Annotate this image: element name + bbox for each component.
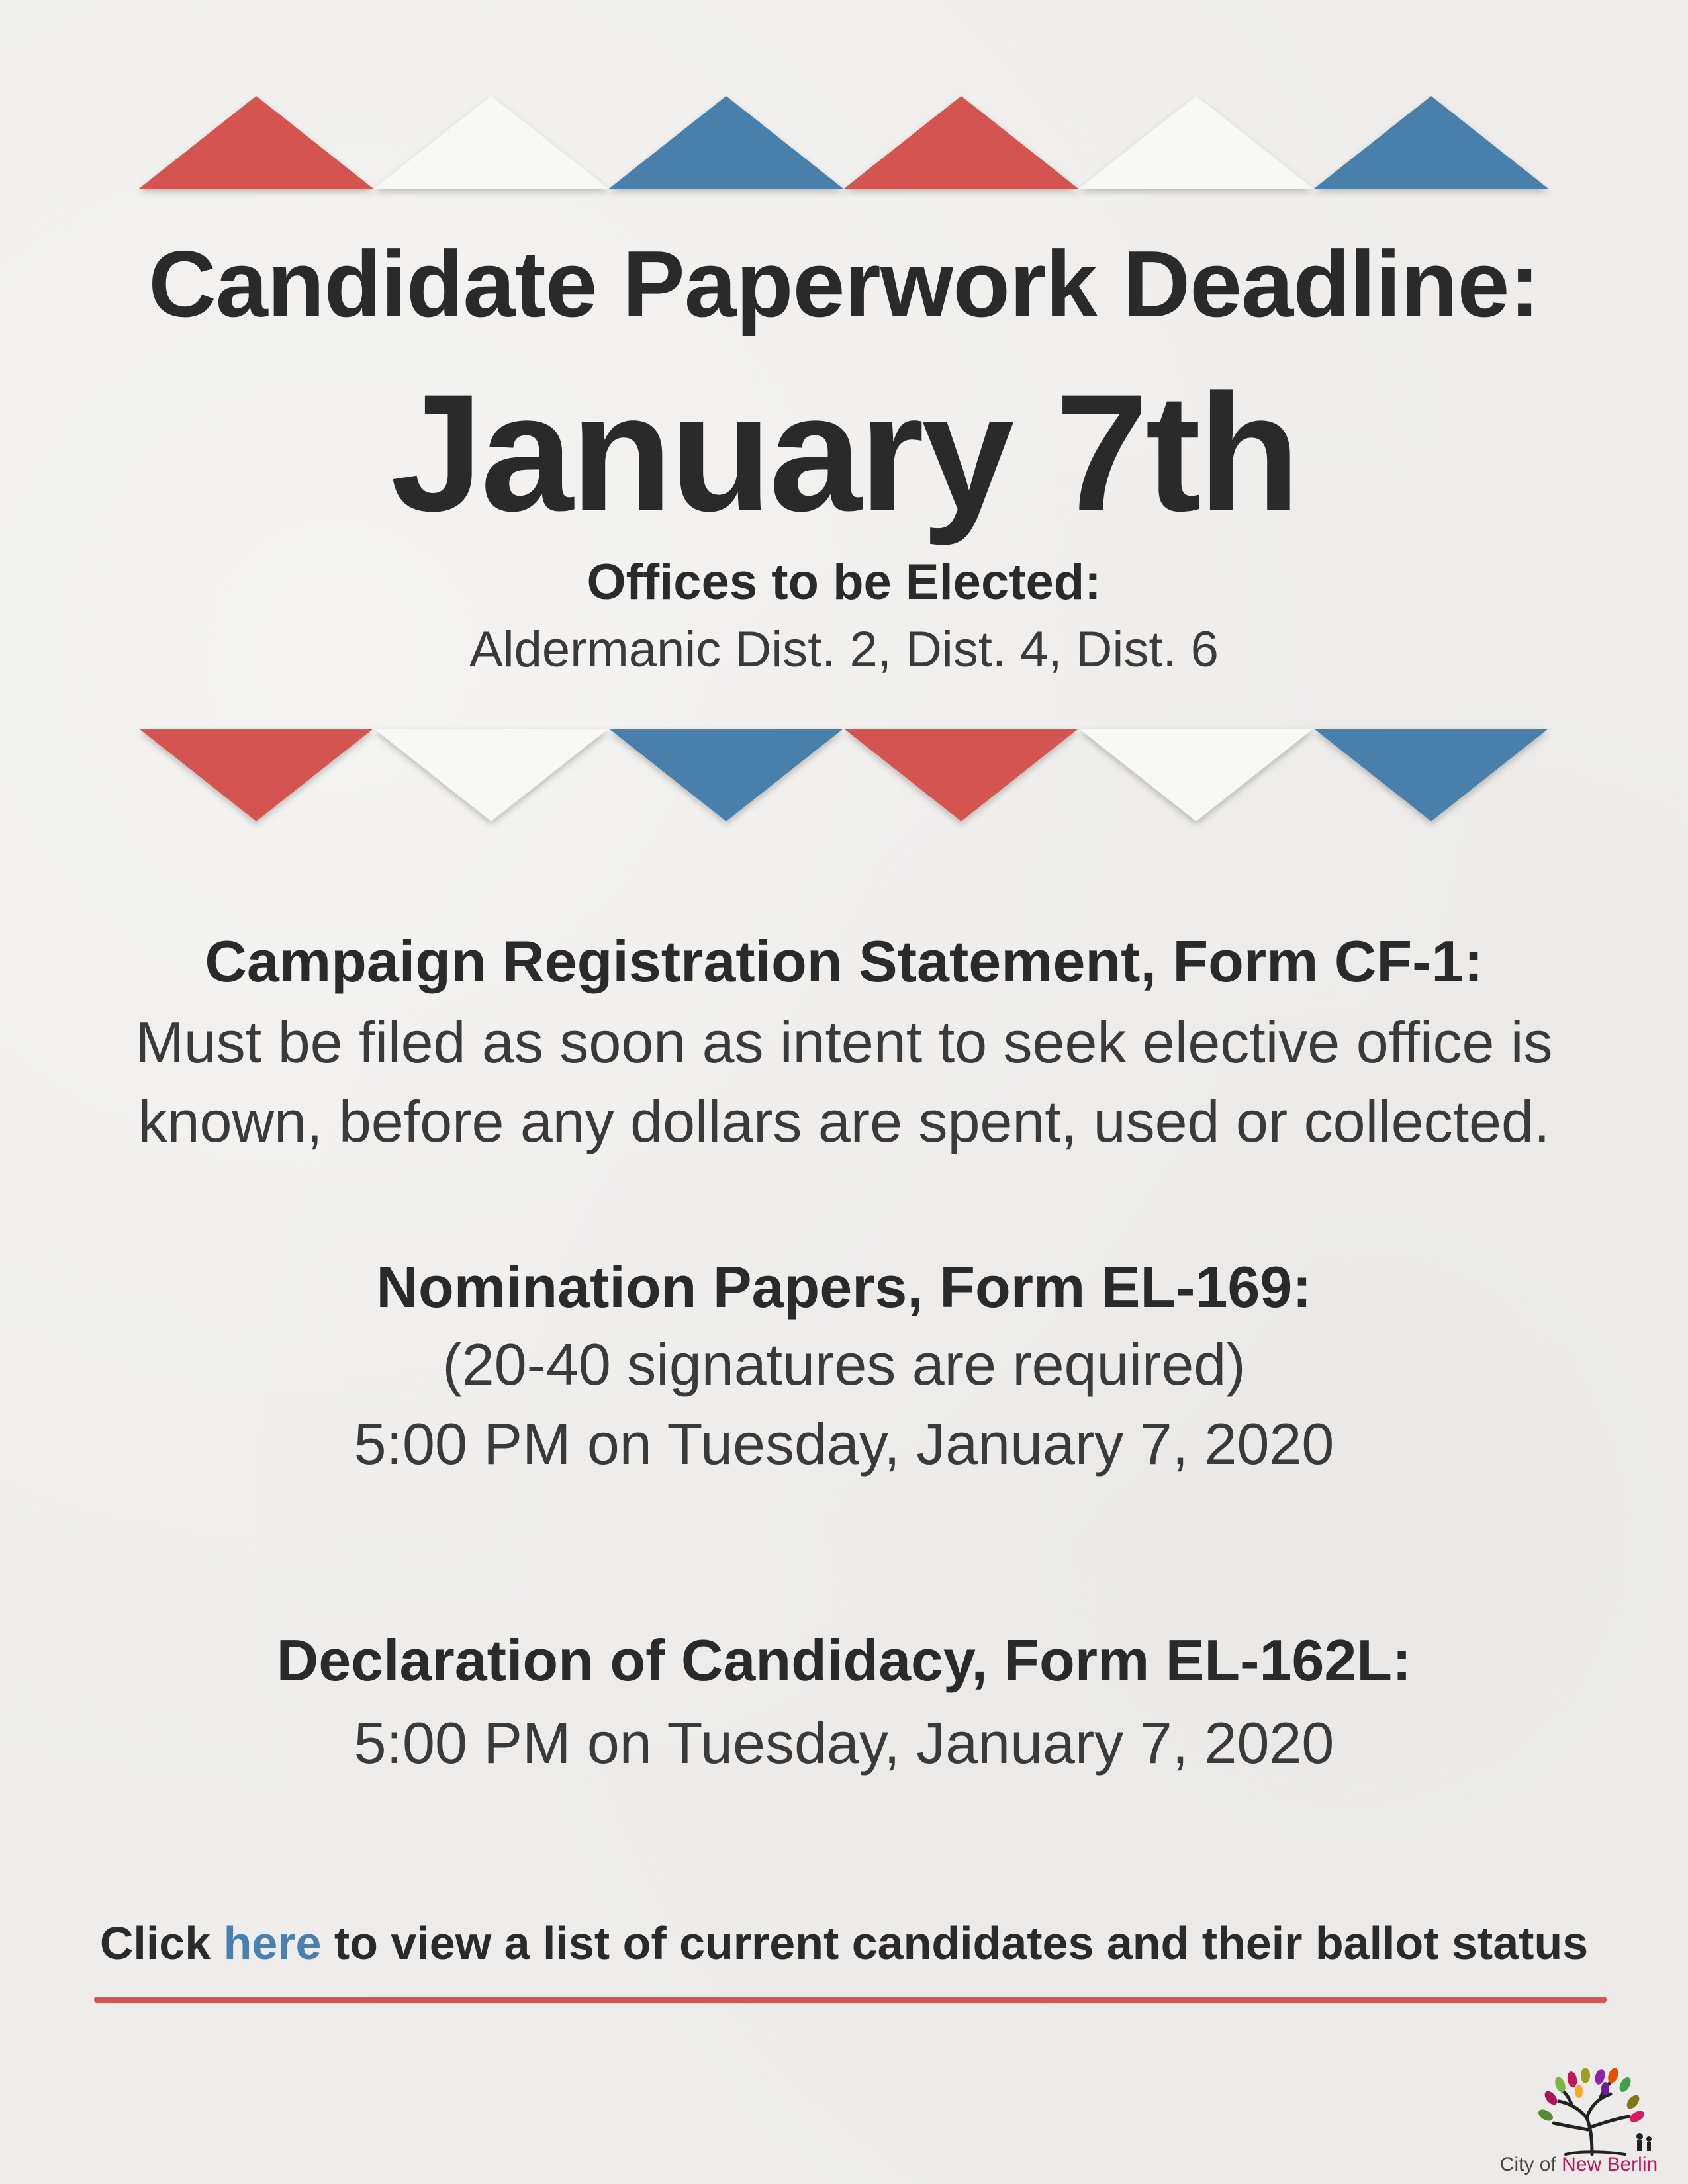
pennant-white bbox=[374, 96, 608, 189]
bunting-bottom-graphic bbox=[139, 725, 1549, 831]
click-suffix: to view a list of current candidates and their ballot status bbox=[321, 1917, 1589, 1969]
section-line: 5:00 PM on Tuesday, January 7, 2020 bbox=[353, 1411, 1335, 1477]
deadline-date: January 7th bbox=[390, 360, 1298, 546]
section-line: 5:00 PM on Tuesday, January 7, 2020 bbox=[353, 1710, 1335, 1776]
logo-text bbox=[1486, 2153, 1671, 2177]
section-line: Must be filed as soon as intent to seek elective office is bbox=[135, 1009, 1553, 1075]
page-title: Candidate Paperwork Deadline: bbox=[148, 232, 1540, 337]
section-line: known, before any dollars are spent, used or collected. bbox=[138, 1089, 1550, 1154]
bunting-top-graphic bbox=[139, 93, 1549, 199]
pennant-white bbox=[374, 729, 608, 821]
pennant-white bbox=[1079, 96, 1313, 189]
section-body-el169 bbox=[0, 1325, 1688, 1484]
section-line: (20-40 signatures are required) bbox=[442, 1332, 1246, 1397]
pennant-white bbox=[1079, 729, 1313, 821]
section-body-cf1 bbox=[0, 1003, 1688, 1161]
pennant-blue bbox=[1314, 729, 1548, 821]
section-heading-el162l: Declaration of Candidacy, Form EL-162L: bbox=[276, 1627, 1412, 1693]
section-body-el162l bbox=[0, 1704, 1688, 1783]
city-logo bbox=[1486, 2065, 1671, 2177]
offices-value: Aldermanic Dist. 2, Dist. 4, Dist. 6 bbox=[469, 621, 1219, 678]
logo-text-prefix: City of bbox=[1499, 2154, 1562, 2175]
pennant-blue bbox=[1314, 96, 1548, 189]
candidates-link-line bbox=[0, 1910, 1688, 1976]
pennant-red bbox=[139, 96, 373, 189]
click-prefix: Click bbox=[99, 1917, 224, 1969]
bunting-top bbox=[139, 93, 1549, 199]
candidates-link[interactable]: here bbox=[223, 1917, 322, 1969]
divider-rule bbox=[94, 1997, 1607, 2003]
pennant-red bbox=[844, 96, 1078, 189]
bunting-bottom bbox=[139, 725, 1549, 831]
tree-logo-icon bbox=[1526, 2065, 1658, 2158]
offices-label: Offices to be Elected: bbox=[586, 554, 1102, 610]
pennant-red bbox=[844, 729, 1078, 821]
section-heading-el169: Nomination Papers, Form EL-169: bbox=[376, 1254, 1312, 1320]
pennant-red bbox=[139, 729, 373, 821]
section-heading-cf1: Campaign Registration Statement, Form CF-1: bbox=[205, 929, 1483, 994]
pennant-blue bbox=[609, 729, 843, 821]
logo-text-accent: New Berlin bbox=[1562, 2154, 1658, 2175]
pennant-blue bbox=[609, 96, 843, 189]
